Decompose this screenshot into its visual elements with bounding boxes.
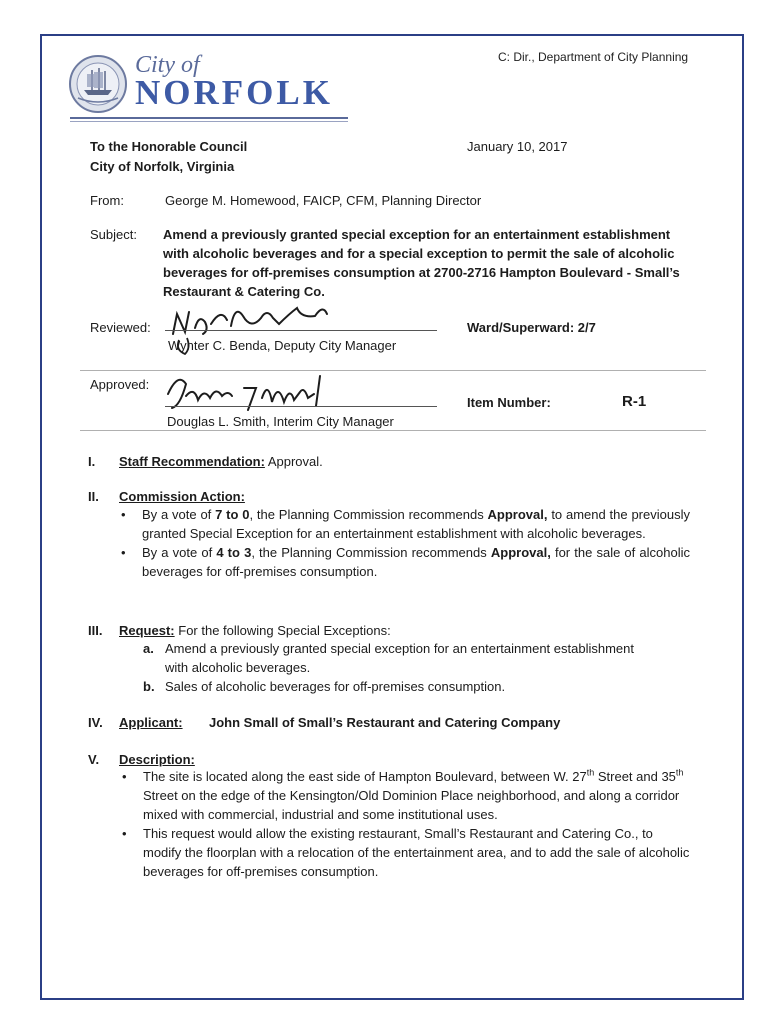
- section-2-number: II.: [88, 489, 99, 504]
- section-4-number: IV.: [88, 715, 103, 730]
- section-1-number: I.: [88, 454, 96, 469]
- addressee-line1: To the Honorable Council: [90, 139, 248, 154]
- section-3-a-line: with alcoholic beverages.: [165, 660, 311, 675]
- from-value: George M. Homewood, FAICP, CFM, Planning Director: [165, 193, 482, 208]
- addressee-line2: City of Norfolk, Virginia: [90, 159, 235, 174]
- section-5-title: Description:: [119, 752, 195, 767]
- ward-info: Ward/Superward: 2/7: [467, 320, 596, 335]
- section-3-b-label: b.: [143, 679, 155, 694]
- section-4-text: John Small of Small’s Restaurant and Catering Company: [209, 715, 561, 730]
- section-3-a-label: a.: [143, 641, 154, 656]
- section-2-list: [118, 505, 690, 581]
- memo-date: January 10, 2017: [467, 139, 568, 154]
- divider: [80, 430, 706, 431]
- logo-norfolk: NORFOLK: [135, 73, 333, 112]
- subject-line: beverages for off-premises consumption at 2700-2716 Hampton Boulevard - Small’s: [163, 265, 680, 280]
- section-3-title: Request:: [119, 623, 175, 638]
- item-number-value: R-1: [622, 393, 647, 410]
- item-number-label: Item Number:: [467, 395, 551, 410]
- list-item: • By a vote of 4 to 3, the Planning Commission recommends Approval, for the sale of alcoholic beverages for off-premises consumption.: [118, 543, 690, 581]
- section-1-title: Staff Recommendation:: [119, 454, 265, 469]
- reviewed-name: Wynter C. Benda, Deputy City Manager: [168, 338, 397, 353]
- section-3: [119, 621, 391, 640]
- list-item: • The site is located along the east side of Hampton Boulevard, between W. 27th Street and 35th Street on the edge of the Kensington/Old Dominion Place neighborhood, and along a corridor mixed with commercial, industrial and some institutional uses.: [119, 767, 691, 824]
- section-5-list: [119, 767, 691, 881]
- section-2-title: Commission Action:: [119, 489, 245, 504]
- section-3-a-line: Amend a previously granted special exception for an entertainment establishment: [165, 641, 634, 656]
- list-item: • This request would allow the existing restaurant, Small’s Restaurant and Catering Co., to modify the floorplan with a relocation of the entertainment area, and to add the sale of alcoholic beverages for off-premises consumption.: [119, 824, 691, 881]
- section-3-b-text: Sales of alcoholic beverages for off-premises consumption.: [165, 679, 506, 694]
- approved-name: Douglas L. Smith, Interim City Manager: [167, 414, 394, 429]
- subject-label: Subject:: [90, 227, 137, 242]
- reviewed-signature-line: [165, 330, 437, 331]
- section-1: [119, 452, 323, 471]
- approved-label: Approved:: [90, 377, 150, 392]
- approver-signature-icon: [160, 366, 360, 416]
- section-1-text: Approval.: [267, 454, 323, 469]
- logo-city-of: City of: [135, 52, 200, 78]
- reviewed-label: Reviewed:: [90, 320, 151, 335]
- cc-line: C: Dir., Department of City Planning: [498, 50, 689, 64]
- city-seal-icon: [68, 54, 128, 114]
- section-3-number: III.: [88, 623, 103, 638]
- approved-signature-line: [165, 406, 437, 407]
- section-3-intro: For the following Special Exceptions:: [178, 623, 391, 638]
- subject-line: Restaurant & Catering Co.: [163, 284, 325, 299]
- section-4-title: Applicant:: [119, 715, 183, 730]
- logo-rule: [70, 117, 348, 119]
- from-label: From:: [90, 193, 124, 208]
- subject-line: with alcoholic beverages and for a special exception to permit the sale of alcoholic: [163, 246, 675, 261]
- subject-line: Amend a previously granted special exception for an entertainment establishment: [163, 227, 671, 242]
- list-item: • By a vote of 7 to 0, the Planning Commission recommends Approval, to amend the previously granted Special Exception for an entertainment establishment with alcoholic beverages.: [118, 505, 690, 543]
- logo-rule-thin: [70, 121, 348, 122]
- section-5-number: V.: [88, 752, 100, 767]
